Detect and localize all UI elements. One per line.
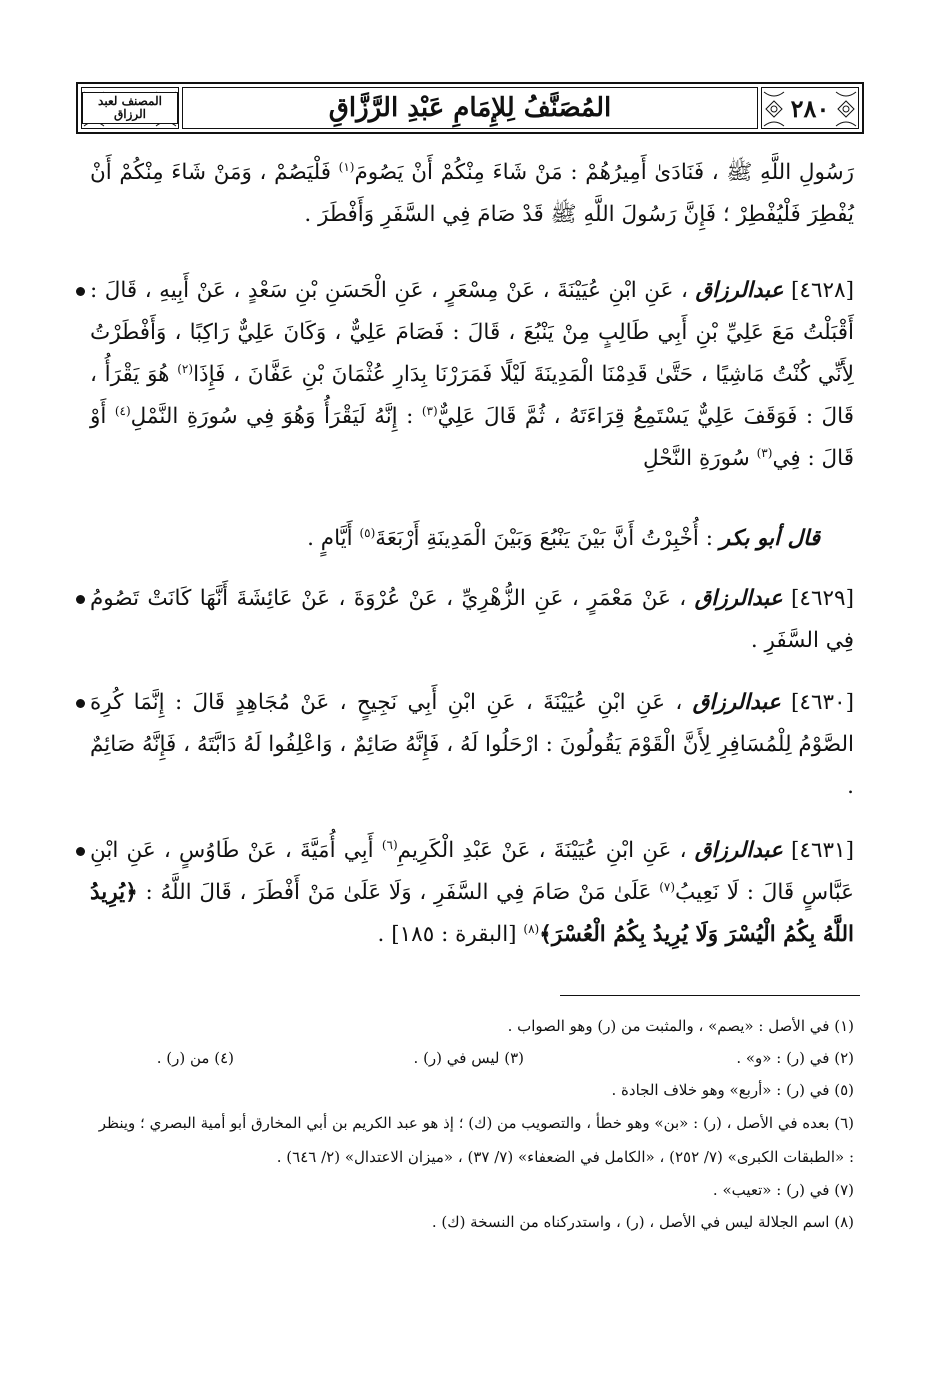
footnote-ref: (٥) xyxy=(359,525,376,540)
footnote-ref: (٦) xyxy=(381,837,398,852)
hadith-text: أَوْ قَالَ : فِي xyxy=(90,404,854,471)
hadith-4628 xyxy=(90,270,854,480)
footnote-5: (٥) في (ر) : «أربع» وهو خلاف الجادة . xyxy=(611,1081,854,1099)
book-logo: المصنف لعبد الرزاق xyxy=(82,92,178,124)
footnote-ref: (٤) xyxy=(114,403,131,418)
footnote-ref: (٢) xyxy=(177,361,194,376)
abubakr-label: قال أبو بكر xyxy=(719,526,820,551)
footnote-6: (٦) بعده في الأصل ، (ر) : «بن» وهو خطأ ، والتصويب من (ك) ؛ إذ هو عبد الكريم بن أبي المخارق أبو أمية البصري ؛ وينظر : «الطبقات الكبرى» (٧/ ٢٥٢) ، «الكامل في الضعفاء» (٧/ ٣٧) ، «ميزان الاعتدال» (٢/ ٦٤٦) . xyxy=(98,1114,854,1166)
hadith-number: [٤٦٣٠] xyxy=(791,690,854,715)
footnote-ref: (١) xyxy=(338,159,355,174)
bullet-icon xyxy=(76,287,85,296)
hadith-number: [٤٦٣١] xyxy=(791,838,854,863)
abubakr-text-end: أَيَّامٍ . xyxy=(307,526,360,551)
hadith-text: أَبِي أُمَيَّةَ ، عَنْ طَاوُسٍ ، عَنِ ابْنِ عَبَّاسٍ قَالَ : لَا نَعِيبُ xyxy=(90,838,855,905)
page-header xyxy=(76,82,864,134)
hadith-4630 xyxy=(90,682,854,808)
footnote-ref: (٣) xyxy=(421,403,438,418)
opening-paragraph xyxy=(90,152,854,236)
hadith-text: ، عَنْ مَعْمَرٍ ، عَنِ الزُّهْرِيِّ ، عَنْ عُرْوَةَ ، عَنْ عَائِشَةَ أَنَّهَا كَانَتْ تَصُومُ فِي السَّفَرِ . xyxy=(90,586,854,653)
bullet-icon xyxy=(76,699,85,708)
footnote-8: (٨) اسم الجلالة ليس في الأصل ، (ر) ، واستدركناه من النسخة (ك) . xyxy=(431,1213,854,1231)
hadith-author: عبدالرزاق xyxy=(692,690,781,715)
hadith-number: [٤٦٢٨] xyxy=(791,278,854,303)
page-title: المُصَنَّفُ لِلإِمَامِ عَبْدِ الرَّزَّاقِ xyxy=(328,93,612,123)
verse-reference: [البقرة : ١٨٥] . xyxy=(377,922,524,947)
bullet-icon xyxy=(76,847,85,856)
hadith-text: ، عَنِ ابْنِ عُيَيْنَةَ ، عَنِ ابْنِ أَبِي نَجِيحٍ ، عَنْ مُجَاهِدٍ قَالَ : إِنَّمَا كُرِهَ الصَّوْمُ لِلْمُسَافِرِ لِأَنَّ الْقَوْمَ يَقُولُونَ : ارْحَلُوا لَهُ ، فَإِنَّهُ صَائِمٌ ، وَاعْلِفُوا لَهُ دَابَّتَهُ ، فَإِنَّهُ صَائِمٌ . xyxy=(90,690,854,799)
hadith-text: عَلَىٰ مَنْ صَامَ فِي السَّفَرِ ، وَلَا عَلَىٰ مَنْ أَفْطَرَ ، قَالَ اللَّهُ : xyxy=(137,880,660,905)
hadith-author: عبدالرزاق xyxy=(694,586,783,611)
hadith-4631 xyxy=(90,830,854,956)
page-number-box xyxy=(761,87,859,129)
page-number: ٢٨٠ xyxy=(785,94,836,123)
footnote-ref: (٨) xyxy=(523,921,540,936)
opening-text: رَسُولِ اللَّهِ ﷺ ، فَنَادَىٰ أَمِيرُهُمْ : مَنْ شَاءَ مِنْكُمْ أَنْ يَصُومَ xyxy=(354,160,854,185)
footnote-1: (١) في الأصل : «يصم» ، والمثبت من (ر) وهو الصواب . xyxy=(507,1017,854,1035)
hadith-text: سُورَةِ النَّحْلِ xyxy=(642,446,757,471)
bullet-icon xyxy=(76,595,85,604)
abubakr-text: : أُخْبِرْتُ أَنَّ بَيْنَ يَنْبُعَ وَبَيْنَ الْمَدِينَةِ أَرْبَعَةَ xyxy=(375,526,720,551)
footnote-ref: (٧) xyxy=(659,879,676,894)
hadith-author: عبدالرزاق xyxy=(694,838,783,863)
quran-verse: ﴿يُرِيدُ اللَّهُ بِكُمُ الْيُسْرَ وَلَا يُرِيدُ بِكُمُ الْعُسْرَ﴾ xyxy=(90,880,854,947)
footnote-7: (٧) في (ر) : «تعيب» . xyxy=(712,1181,854,1199)
opening-text-cont: فَلْيَصُمْ ، وَمَنْ شَاءَ مِنْكُمْ أَنْ يُفْطِرَ فَلْيُفْطِرْ ؛ فَإِنَّ رَسُولَ اللَّهِ ﷺ قَدْ صَامَ فِي السَّفَرِ وَأَفْطَرَ . xyxy=(90,160,854,227)
hadith-number: [٤٦٢٩] xyxy=(791,586,854,611)
hadith-text: هُوَ يَقْرَأُ ، قَالَ : فَوَقَفَ عَلِيٌّ يَسْتَمِعُ قِرَاءَتَهُ ، ثُمَّ قَالَ عَلِيٌّ xyxy=(90,362,854,429)
footnote-separator xyxy=(560,995,860,996)
header-title-box xyxy=(182,87,758,129)
footnote-3: (٣) ليس في (ر) . xyxy=(413,1049,524,1067)
hadith-author: عبدالرزاق xyxy=(695,278,784,303)
hadith-text: ، عَنِ ابْنِ عُيَيْنَةَ ، عَنْ عَبْدِ الْكَرِيمِ xyxy=(397,838,695,863)
footnote-4: (٤) من (ر) . xyxy=(156,1049,234,1067)
footnotes xyxy=(96,1010,854,1238)
hadith-4629 xyxy=(90,578,854,662)
hadith-text: ، عَنِ ابْنِ عُيَيْنَةَ ، عَنْ مِسْعَرٍ ، عَنِ الْحَسَنِ بْنِ سَعْدٍ ، عَنْ أَبِيهِ ، قَالَ : أَقْبَلْتُ مَعَ عَلِيِّ بْنِ أَبِي طَالِبٍ مِنْ يَنْبُعَ ، قَالَ : فَصَامَ عَلِيٌّ ، وَكَانَ عَلِيٌّ رَاكِبًا ، وَأَفْطَرْتُ لِأَنِّي كُنْتُ مَاشِيًا ، حَتَّىٰ قَدِمْنَا الْمَدِينَةَ لَيْلًا فَمَرَرْنَا بِدَارِ عُثْمَانَ بْنِ عَفَّانَ ، فَإِذَا xyxy=(90,278,854,387)
footnote-row-2-4 xyxy=(96,1042,854,1074)
footnote-ref: (٣) xyxy=(756,445,773,460)
header-logo-box xyxy=(81,87,179,129)
abubakr-note xyxy=(90,518,820,560)
hadith-text: : إِنَّهُ لَيَقْرَأُ وَهُوَ فِي سُورَةِ النَّمْلِ xyxy=(130,404,422,429)
footnote-2: (٢) في (ر) : «و» . xyxy=(736,1049,854,1067)
